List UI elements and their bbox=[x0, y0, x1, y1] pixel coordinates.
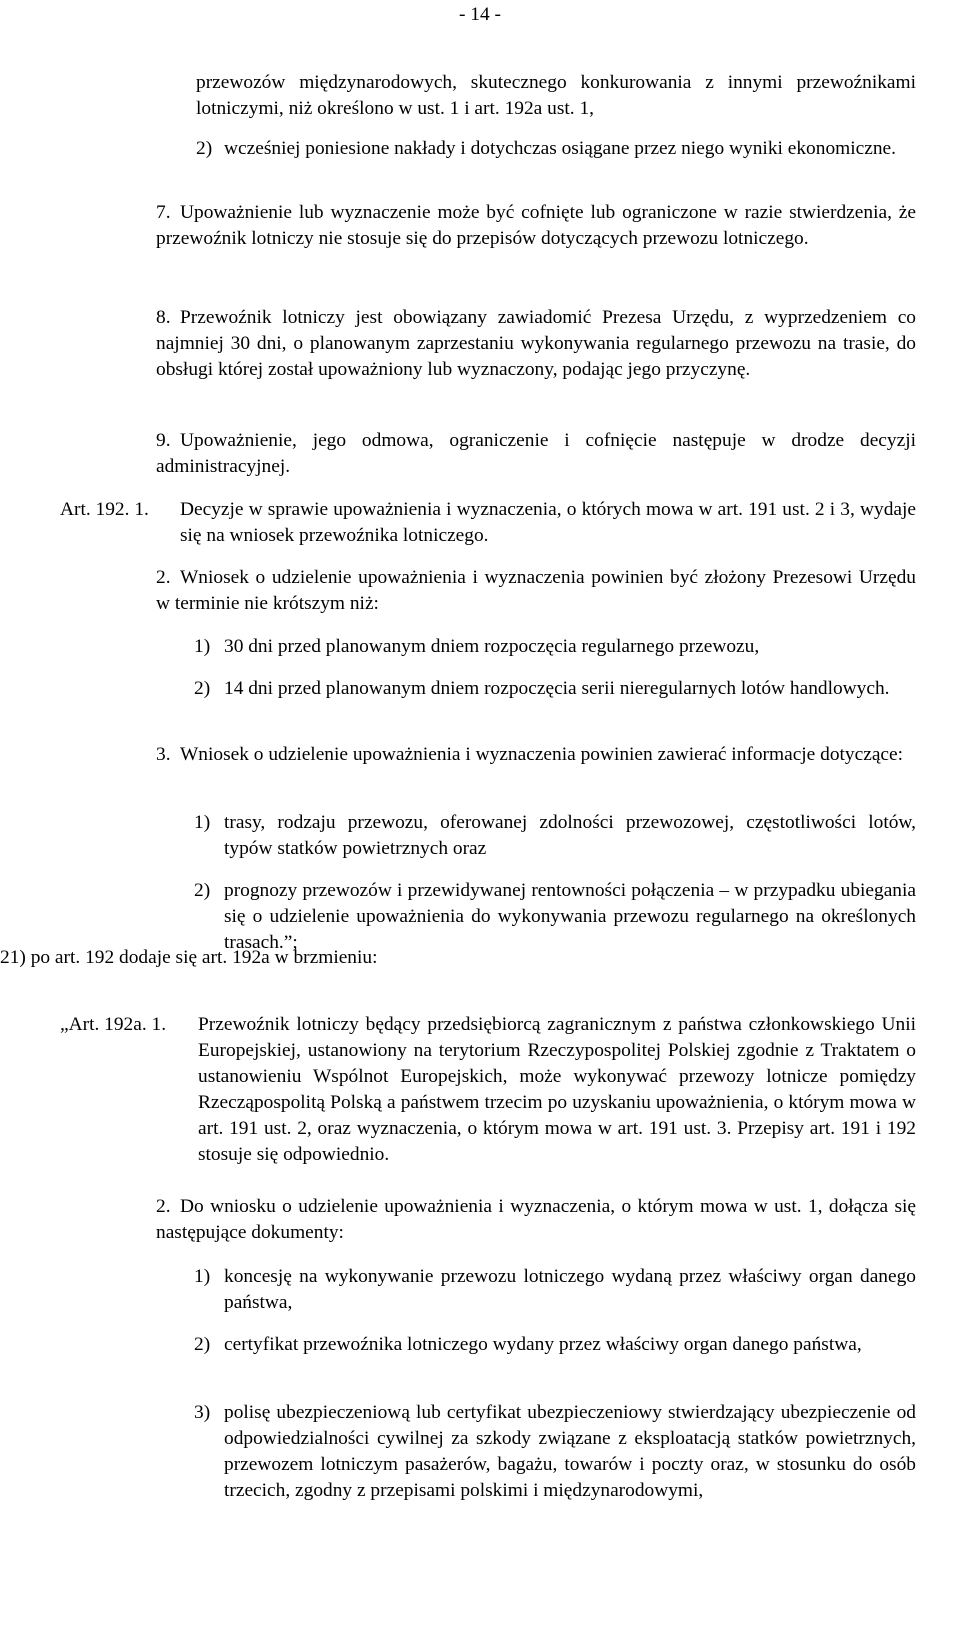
item-text: certyfikat przewoźnika lotniczego wydany przez właściwy organ danego państwa, bbox=[224, 1334, 862, 1355]
paragraph-number: 8. bbox=[156, 307, 171, 328]
paragraph-text: Do wniosku o udzielenie upoważnienia i wyznaczenia, o którym mowa w ust. 1, dołącza się następujące dokumenty: bbox=[156, 1196, 916, 1243]
item-number: 3) bbox=[194, 1402, 211, 1423]
article-label: Art. 192. 1. bbox=[60, 499, 149, 520]
article-label: „Art. 192a. 1. bbox=[60, 1014, 167, 1035]
paragraph-text: Wniosek o udzielenie upoważnienia i wyznaczenia powinien być złożony Prezesowi Urzędu w terminie nie krótszym niż: bbox=[156, 567, 916, 614]
paragraph-text: Upoważnienie lub wyznaczenie może być cofnięte lub ograniczone w razie stwierdzenia, że przewoźnik lotniczy nie stosuje się do przepisów dotyczących przewozu lotniczego. bbox=[156, 202, 916, 249]
item-number: 1) bbox=[194, 1266, 211, 1287]
paragraph-number: 9. bbox=[156, 430, 171, 451]
paragraph-text: Przewoźnik lotniczy będący przedsiębiorcą zagranicznym z państwa członkowskiego Unii Europejskiej, ustanowiony na terytorium Rzeczypospolitej Polskiej zgodnie z Traktatem o ustanowieniu Wspólnot Europejskich, może wykonywać przewozy lotnicze pomiędzy Rzecząpospolitą Polską a państwem trzecim po uzyskaniu upoważnienia, o którym mowa w art. 191 ust. 2, oraz wyznaczenia, o którym mowa w art. 191 ust. 3. Przepisy art. 191 i 192 stosuje się odpowiednio. bbox=[198, 1014, 916, 1165]
paragraph-text: Wniosek o udzielenie upoważnienia i wyznaczenia powinien zawierać informacje dotyczące: bbox=[180, 744, 904, 765]
item-text: polisę ubezpieczeniową lub certyfikat ubezpieczeniowy stwierdzający ubezpieczenie od odpowiedzialności cywilnej za szkody związane z eksploatacją statków powietrznych, przewozem lotniczym pasażerów, bagażu, towarów i poczty oraz, w stosunku do osób trzecich, zgodny z przepisami polskimi i międzynarodowymi, bbox=[224, 1402, 916, 1501]
item-text: koncesję na wykonywanie przewozu lotniczego wydaną przez właściwy organ danego państwa, bbox=[224, 1266, 916, 1313]
item-number: 2) bbox=[194, 678, 211, 699]
amendment-point: 21) po art. 192 dodaje się art. 192a w brzmieniu: bbox=[0, 947, 378, 968]
paragraph-number: 7. bbox=[156, 202, 171, 223]
item-continuation: przewozów międzynarodowych, skutecznego konkurowania z innymi przewoźnikami lotniczymi, niż określono w ust. 1 i art. 192a ust. 1, bbox=[196, 72, 916, 119]
item-number: 1) bbox=[194, 812, 211, 833]
paragraph-text: Decyzje w sprawie upoważnienia i wyznaczenia, o których mowa w art. 191 ust. 2 i 3, wydaje się na wniosek przewoźnika lotniczego. bbox=[180, 499, 916, 546]
item-number: 1) bbox=[194, 636, 211, 657]
paragraph-number: 2. bbox=[156, 567, 171, 588]
item-text: prognozy przewozów i przewidywanej rentowności połączenia – w przypadku ubiegania się o udzielenie upoważnienia do wykonywania przewozu regularnego na określonych trasach.”; bbox=[224, 880, 916, 953]
item-text: trasy, rodzaju przewozu, oferowanej zdolności przewozowej, częstotliwości lotów, typów statków powietrznych oraz bbox=[224, 812, 916, 859]
paragraph-number: 2. bbox=[156, 1196, 171, 1217]
item-text: wcześniej poniesione nakłady i dotychczas osiągane przez niego wyniki ekonomiczne. bbox=[224, 138, 896, 159]
item-number: 2) bbox=[196, 138, 213, 159]
item-text: 14 dni przed planowanym dniem rozpoczęcia serii nieregularnych lotów handlowych. bbox=[224, 678, 890, 699]
paragraph-text: Upoważnienie, jego odmowa, ograniczenie i cofnięcie następuje w drodze decyzji administracyjnej. bbox=[156, 430, 916, 477]
item-number: 2) bbox=[194, 1334, 211, 1355]
page-number: - 14 - bbox=[458, 4, 501, 25]
item-text: 30 dni przed planowanym dniem rozpoczęcia regularnego przewozu, bbox=[224, 636, 760, 657]
item-number: 2) bbox=[194, 880, 211, 901]
paragraph-text: Przewoźnik lotniczy jest obowiązany zawiadomić Prezesa Urzędu, z wyprzedzeniem co najmniej 30 dni, o planowanym zaprzestaniu wykonywania regularnego przewozu na trasie, do obsługi której został upoważniony lub wyznaczony, podając jego przyczynę. bbox=[156, 307, 916, 380]
paragraph-number: 3. bbox=[156, 744, 171, 765]
